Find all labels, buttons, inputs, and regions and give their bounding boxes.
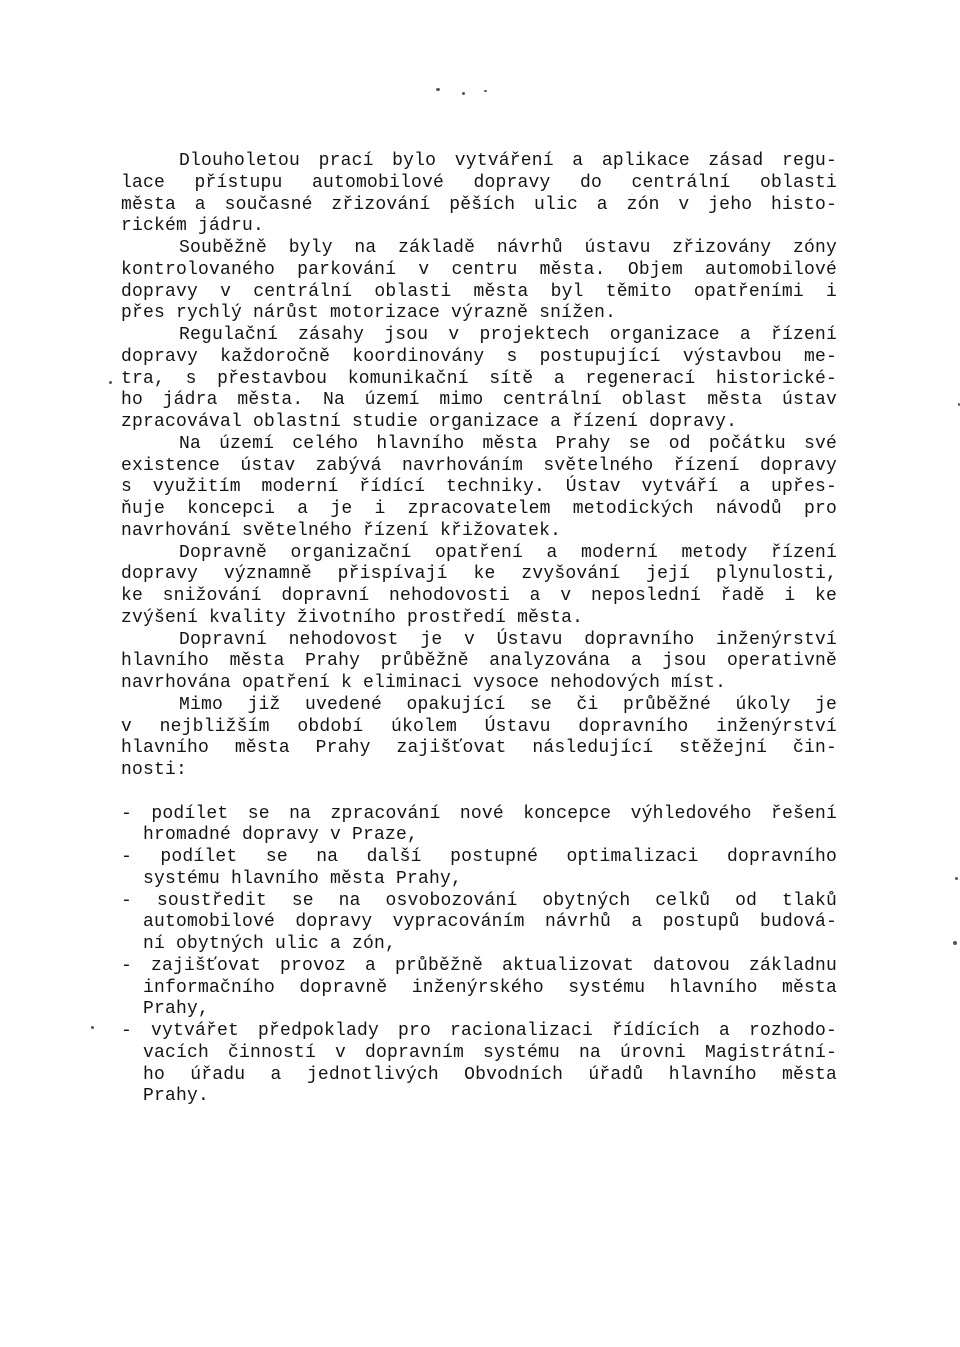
text-line: rickém jádru. [121, 216, 265, 237]
text-line: informačního dopravně inženýrského systému hlavního města [143, 977, 837, 998]
scan-speck [436, 88, 440, 91]
text-line: navrhování světelného řízení křižovatek. [121, 520, 562, 541]
text-line: existence ústav zabývá navrhováním světelného řízení dopravy [121, 455, 837, 476]
text-line: Prahy, [143, 999, 210, 1020]
text-line: nosti: [121, 760, 188, 780]
text-line: ho úřadu a jednotlivých Obvodních úřadů hlavního města [143, 1064, 837, 1085]
text-line: ho jádra města. Na území mimo centrální oblast města ústav [121, 390, 837, 411]
scan-speck [462, 92, 465, 95]
text-line: s využitím moderní řídící techniky. Ústav vytváří a upřes- [121, 477, 837, 498]
text-line: v nejbližším období úkolem Ústavu dopravního inženýrství [121, 716, 837, 737]
text-line: kontrolovaného parkování v centru města. Objem automobilové [121, 259, 837, 280]
text-line: vacích činností v dopravním systému na úrovni Magistrátní- [143, 1042, 837, 1063]
text-line: systému hlavního města Prahy, [143, 868, 463, 889]
text-line: města a současné zřizování pěších ulic a zón v jeho histo- [121, 194, 837, 215]
text-line: ňuje koncepci a je i zpracovatelem metodických návodů pro [121, 499, 837, 519]
text-line: navrhována opatření k eliminaci vysoce nehodových míst. [121, 673, 727, 693]
text-line: - zajišťovat provoz a průběžně aktualizovat datovou základnu [121, 955, 837, 976]
text-line: Dopravně organizační opatření a moderní metody řízení [179, 542, 837, 563]
text-line: Na území celého hlavního města Prahy se od počátku své [179, 433, 837, 454]
text-line: lace přístupu automobilové dopravy do centrální oblasti [121, 172, 837, 193]
scan-speck [109, 381, 112, 384]
text-line: ke snižování dopravní nehodovosti a v neposlední řadě i ke [121, 586, 837, 606]
text-line: - podílet se na zpracování nové koncepce výhledového řešení [121, 803, 837, 824]
text-line: - soustředit se na osvobozování obytných celků od tlaků [121, 890, 837, 911]
text-line: automobilové dopravy vypracováním návrhů a postupů budová- [143, 912, 837, 933]
text-line: Dlouholetou prací bylo vytváření a aplikace zásad regu- [179, 151, 837, 171]
text-line: dopravy v centrální oblasti města byl těmito opatřeními i [121, 281, 837, 302]
text-line: zvýšení kvality životního prostředí města. [121, 607, 584, 628]
text-line: dopravy každoročně koordinovány s postupující výstavbou me- [121, 346, 837, 367]
text-line: Prahy. [143, 1086, 210, 1107]
text-line: - podílet se na další postupné optimalizaci dopravního [121, 847, 837, 867]
scan-speck [955, 877, 958, 880]
text-line: Souběžně byly na základě návrhů ústavu zřizovány zóny [179, 238, 837, 258]
text-line: ní obytných ulic a zón, [143, 934, 397, 954]
text-line: přes rychlý nárůst motorizace výrazně snížen. [121, 303, 617, 324]
text-line: Dopravní nehodovost je v Ústavu dopravního inženýrství [179, 629, 837, 650]
scan-speck [953, 941, 957, 945]
text-line: dopravy významně přispívají ke zvyšování její plynulosti, [121, 564, 837, 585]
text-line: hlavního města Prahy průběžně analyzována a jsou operativně [121, 651, 837, 672]
scan-speck [484, 90, 487, 92]
text-line: zpracovával oblastní studie organizace a řízení dopravy. [121, 412, 738, 432]
text-line: - vytvářet předpoklady pro racionalizaci řídících a rozhodo- [121, 1021, 837, 1041]
scan-speck [91, 1026, 94, 1029]
text-line: tra, s přestavbou komunikační sítě a regenerací historické- [121, 368, 837, 389]
text-line: hromadné dopravy v Praze, [143, 825, 419, 846]
text-line: Regulační zásahy jsou v projektech organizace a řízení [179, 325, 837, 345]
text-line: Mimo již uvedené opakující se či průběžné úkoly je [179, 694, 837, 715]
text-line: hlavního města Prahy zajišťovat následující stěžejní čin- [121, 738, 837, 759]
